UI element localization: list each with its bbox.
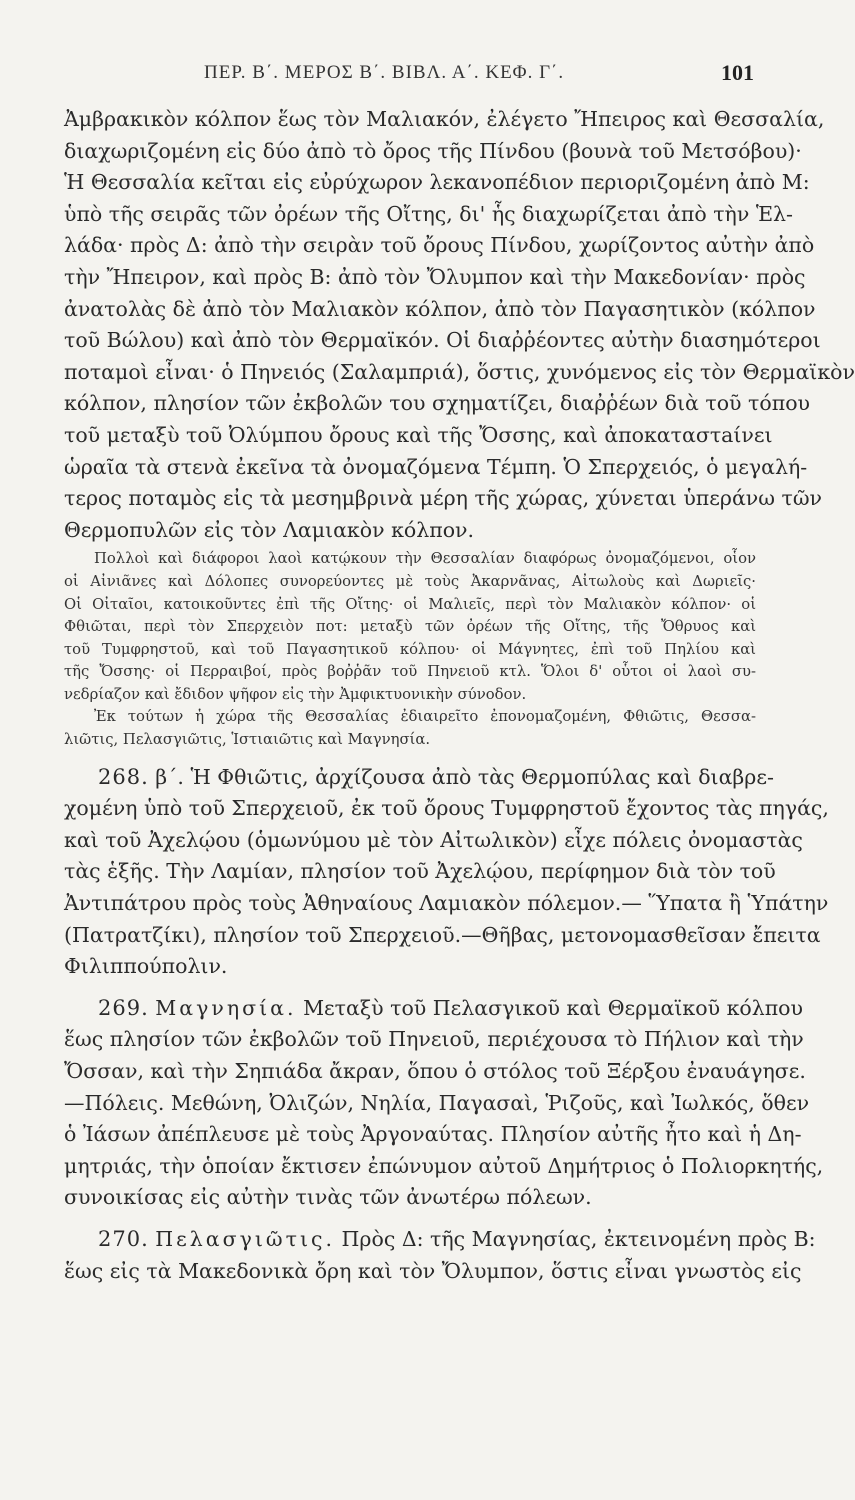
text-line: ἕως εἰς τὰ Μακεδονικὰ ὄρη καὶ τὸν Ὄλυμπον, ὅστις εἶναι γνωστὸς εἰς xyxy=(64,1258,802,1283)
text-line: Ἀντιπάτρου πρὸς τοὺς Ἀθηναίους Λαμιακὸν πόλεμον.— Ὕπατα ἢ Ὑπάτην xyxy=(64,891,829,916)
section-title: Μαγνησία. xyxy=(155,995,297,1020)
section-first-line: Ἡ Φθιῶτις, ἀρχίζουσα ἀπὸ τὰς Θερμοπύλας καὶ διαβρε- xyxy=(190,764,774,789)
section-title: Πελασγιῶτις. xyxy=(155,1226,336,1251)
text-line: συνοικίσας εἰς αὐτὴν τινὰς τῶν ἀνωτέρω πόλεων. xyxy=(64,1185,592,1210)
page-number: 101 xyxy=(721,60,754,85)
section-269 xyxy=(64,993,824,1214)
text-line: τὰς ἑξῆς. Τὴν Λαμίαν, πλησίον τοῦ Ἀχελῴου, περίφημον διὰ τὸν τοῦ xyxy=(64,859,776,884)
body-text xyxy=(64,104,855,1287)
text-line: (Πατρατζίκι), πλησίον τοῦ Σπερχειοῦ.—Θῆβας, μετονομασθεῖσαν ἔπειτα xyxy=(64,922,821,947)
note-line: νεδρίαζον καὶ ἔδιδον ψῆφον εἰς τὴν Ἀμφικτυονικὴν σύνοδον. xyxy=(64,685,527,703)
note-line: τῆς Ὄσσης· οἱ Περραιβοί, πρὸς βοῤῥᾶν τοῦ Πηνειοῦ κτλ. Ὅλοι δ' οὗτοι οἱ λαοὶ συ- xyxy=(64,663,756,681)
text-line: Φιλιππούπολιν. xyxy=(64,954,228,979)
text-line: διαχωριζομένη εἰς δύο ἀπὸ τὸ ὄρος τῆς Πίνδου (βουνὰ τοῦ Μετσόβου)· xyxy=(64,138,802,163)
text-line: ὑπὸ τῆς σειρᾶς τῶν ὀρέων τῆς Οἴτης, δι' ἧς διαχωρίζεται ἀπὸ τὴν Ἑλ- xyxy=(64,201,793,226)
text-line: τοῦ Βώλου) καὶ ἀπὸ τὸν Θερμαϊκόν. Οἱ διαῤῥέοντες αὐτὴν διασημότεροι xyxy=(64,328,821,353)
section-number: 270. xyxy=(98,1226,149,1251)
text-line: ποταμοὶ εἶναι· ὁ Πηνειός (Σαλαμπριά), ὅστις, χυνόμενος εἰς τὸν Θερμαϊκὸν xyxy=(64,359,855,384)
section-first-line: Μεταξὺ τοῦ Πελασγικοῦ καὶ Θερμαϊκοῦ κόλπου xyxy=(303,995,803,1020)
text-line: λάδα· πρὸς Δ: ἀπὸ τὴν σειρὰν τοῦ ὄρους Πίνδου, χωρίζοντος αὐτὴν ἀπὸ xyxy=(64,233,815,258)
section-heading-line xyxy=(64,1224,816,1256)
section-270 xyxy=(64,1224,816,1287)
note-line: Πολλοὶ καὶ διάφοροι λαοὶ κατῴκουν τὴν Θεσσαλίαν διαφόρως ὀνομαζόμενοι, οἷον xyxy=(94,550,756,568)
note-line: λιῶτις, Πελασγιῶτις, Ἱστιαιῶτις καὶ Μαγνησία. xyxy=(64,731,431,749)
text-line: ὡραῖα τὰ στενὰ ἐκεῖνα τὰ ὀνομαζόμενα Τέμπη. Ὁ Σπερχειός, ὁ μεγαλή- xyxy=(64,454,808,479)
text-line: Ἀμβρακικὸν κόλπον ἕως τὸν Μαλιακόν, ἐλέγετο Ἤπειρος καὶ Θεσσαλία, xyxy=(64,107,825,131)
section-first-line: Πρὸς Δ: τῆς Μαγνησίας, ἐκτεινομένη πρὸς Β: xyxy=(341,1226,816,1251)
note-line: τοῦ Τυμφρηστοῦ, καὶ τοῦ Παγασητικοῦ κόλπου· οἱ Μάγνητες, ἐπὶ τοῦ Πηλίου καὶ xyxy=(64,640,756,658)
section-heading-line xyxy=(64,762,774,794)
text-line: μητριάς, τὴν ὁποίαν ἔκτισεν ἐπώνυμον αὐτοῦ Δημήτριος ὁ Πολιορκητής, xyxy=(64,1153,824,1178)
text-line: καὶ τοῦ Ἀχελῴου (ὁμωνύμου μὲ τὸν Αἰτωλικὸν) εἶχε πόλεις ὀνομαστὰς xyxy=(64,827,803,852)
text-line: τερος ποταμὸς εἰς τὰ μεσημβρινὰ μέρη τῆς χώρας, χύνεται ὑπεράνω τῶν xyxy=(64,486,823,511)
text-line: τοῦ μεταξὺ τοῦ Ὀλύμπου ὄρους καὶ τῆς Ὄσσης, καὶ ἀποκαταστaίνει xyxy=(64,422,773,447)
note-line: Ἐκ τούτων ἡ χώρα τῆς Θεσσαλίας ἐδιαιρεῖτο ἐπονομαζομένη, Φθιῶτις, Θεσσα- xyxy=(94,708,756,726)
text-line: ἕως πλησίον τῶν ἐκβολῶν τοῦ Πηνειοῦ, περιέχουσα τὸ Πήλιον καὶ τὴν xyxy=(64,1027,804,1052)
section-heading-line xyxy=(64,993,803,1025)
note-line: Φθιῶται, περὶ τὸν Σπερχειὸν ποτ: μεταξὺ τῶν ὀρέων τῆς Οἴτης, τῆς Ὄθρυος καὶ xyxy=(64,618,756,636)
page-header xyxy=(64,60,754,90)
section-268 xyxy=(64,762,829,983)
note-line: Οἱ Οἰταῖοι, κατοικοῦντες ἐπὶ τῆς Οἴτης· οἱ Μαλιεῖς, περὶ τὸν Μαλιακὸν κόλπον· οἱ xyxy=(64,595,756,613)
note-line: οἱ Αἰνιᾶνες καὶ Δόλοπες συνορεύοντες μὲ τοὺς Ἀκαρνᾶνας, Αἰτωλοὺς καὶ Δωριεῖς· xyxy=(64,572,756,590)
text-line: Ὄσσαν, καὶ τὴν Σηπιάδα ἄκραν, ὅπου ὁ στόλος τοῦ Ξέρξου ἐναυάγησε. xyxy=(64,1059,806,1083)
text-line: ὁ Ἰάσων ἀπέπλευσε μὲ τοὺς Ἀργοναύτας. Πλησίον αὐτῆς ἦτο καὶ ἡ Δη- xyxy=(64,1122,802,1147)
text-line: χομένη ὑπὸ τοῦ Σπερχειοῦ, ἐκ τοῦ ὄρους Τυμφρηστοῦ ἔχοντος τὰς πηγάς, xyxy=(64,796,829,821)
section-label: β΄. xyxy=(155,764,184,789)
text-line: Θερμοπυλῶν εἰς τὸν Λαμιακὸν κόλπον. xyxy=(64,517,475,542)
section-number: 269. xyxy=(98,995,149,1020)
text-line: —Πόλεις. Μεθώνη, Ὀλιζών, Νηλία, Παγασαὶ, Ῥιζοῦς, καὶ Ἰωλκός, ὅθεν xyxy=(64,1090,810,1115)
note-block xyxy=(64,548,756,751)
text-line: τὴν Ἤπειρον, καὶ πρὸς Β: ἀπὸ τὸν Ὄλυμπον καὶ τὴν Μακεδονίαν· πρὸς xyxy=(64,264,806,289)
running-head: ΠΕΡ. Β΄. ΜΕΡΟΣ Β΄. ΒΙΒΛ. Α΄. ΚΕΦ. Γ΄. xyxy=(204,62,565,83)
intro-paragraph xyxy=(64,104,855,546)
text-line: Ἡ Θεσσαλία κεῖται εἰς εὐρύχωρον λεκανοπέδιον περιοριζομένη ἀπὸ Μ: xyxy=(64,170,810,195)
text-line: κόλπον, πλησίον τῶν ἐκβολῶν του σχηματίζει, διαῤῥέων διὰ τοῦ τόπου xyxy=(64,391,810,416)
text-line: ἀνατολὰς δὲ ἀπὸ τὸν Μαλιακὸν κόλπον, ἀπὸ τὸν Παγασητικὸν (κόλπον xyxy=(64,296,816,321)
section-number: 268. xyxy=(98,764,149,789)
